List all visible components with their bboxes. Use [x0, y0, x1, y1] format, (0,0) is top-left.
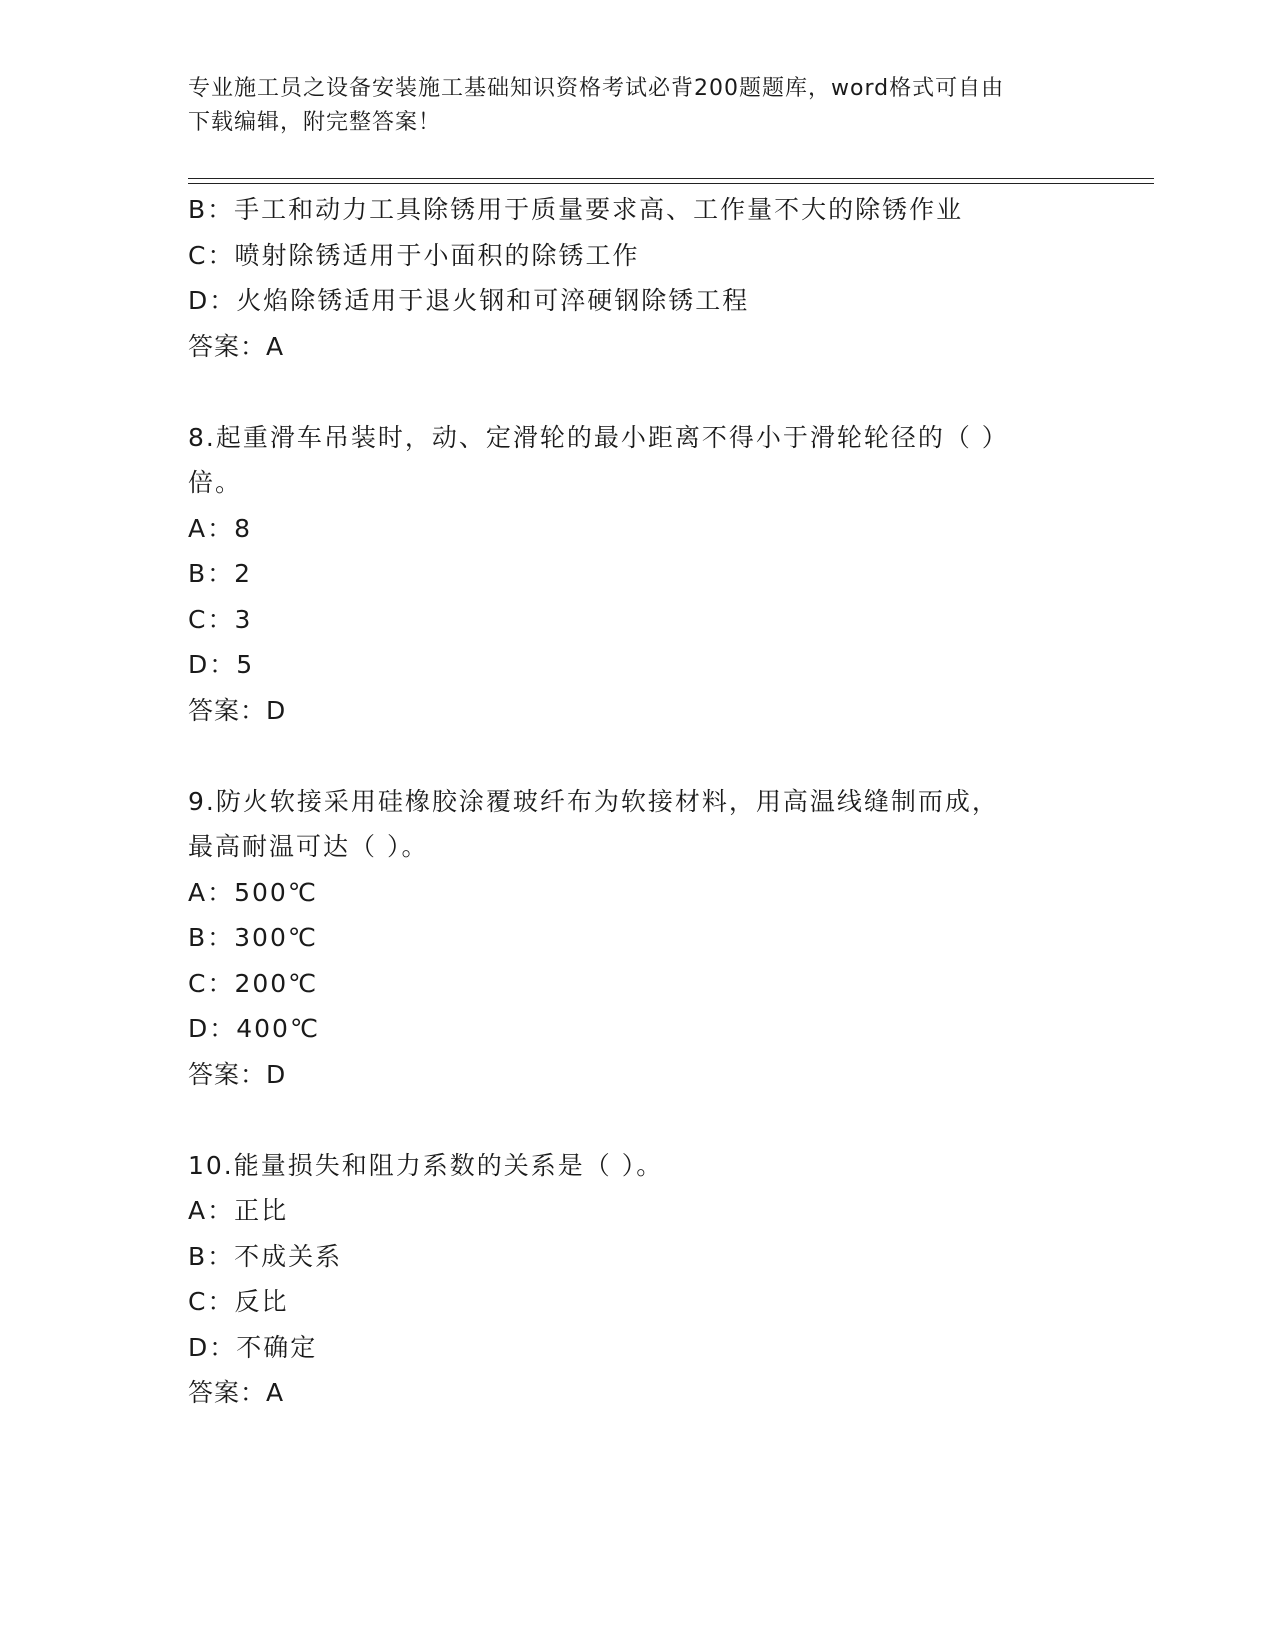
question-text: 9.防火软接采用硅橡胶涂覆玻纤布为软接材料，用高温线缝制而成，	[188, 786, 999, 816]
question-8	[188, 415, 1088, 734]
header-line-1: 专业施工员之设备安装施工基础知识资格考试必背200题题库，word格式可自由	[188, 76, 1005, 101]
question-7-remainder	[188, 187, 1088, 369]
question-text-cont: 最高耐温可达（ ）。	[188, 832, 429, 861]
document-header	[188, 72, 1068, 140]
spacer	[188, 369, 1088, 415]
question-text-cont: 倍。	[188, 468, 243, 497]
answer: 答案：D	[188, 1059, 287, 1089]
answer: 答案：D	[188, 695, 287, 725]
header-rule-top	[188, 178, 1154, 179]
option-c: C：3	[188, 604, 253, 634]
option-c: C：喷射除锈适用于小面积的除锈工作	[188, 240, 640, 270]
option-b: B：300℃	[188, 923, 318, 952]
question-list	[188, 187, 1088, 1416]
option-b: B：2	[188, 559, 253, 588]
option-d: D：火焰除锈适用于退火钢和可淬硬钢除锈工程	[188, 286, 750, 315]
option-b: B：手工和动力工具除锈用于质量要求高、工作量不大的除锈作业	[188, 195, 964, 224]
question-text: 10.能量损失和阻力系数的关系是（ ）。	[188, 1150, 664, 1180]
option-a: A：正比	[188, 1196, 289, 1225]
option-a: A：500℃	[188, 877, 318, 907]
header-rule-bottom	[188, 183, 1154, 184]
option-c: C：200℃	[188, 968, 319, 998]
answer: 答案：A	[188, 1378, 285, 1407]
spacer	[188, 1097, 1088, 1143]
header-line-2: 下载编辑，附完整答案！	[188, 110, 442, 135]
question-10	[188, 1143, 1088, 1416]
question-9	[188, 779, 1088, 1098]
spacer	[188, 733, 1088, 779]
option-a: A：8	[188, 513, 253, 543]
option-b: B：不成关系	[188, 1241, 343, 1271]
option-d: D：5	[188, 650, 255, 679]
option-c: C：反比	[188, 1287, 289, 1316]
option-d: D：400℃	[188, 1014, 321, 1043]
option-d: D：不确定	[188, 1332, 318, 1362]
question-text: 8.起重滑车吊装时，动、定滑轮的最小距离不得小于滑轮轮径的（ ）	[188, 422, 1009, 452]
answer: 答案：A	[188, 331, 285, 361]
